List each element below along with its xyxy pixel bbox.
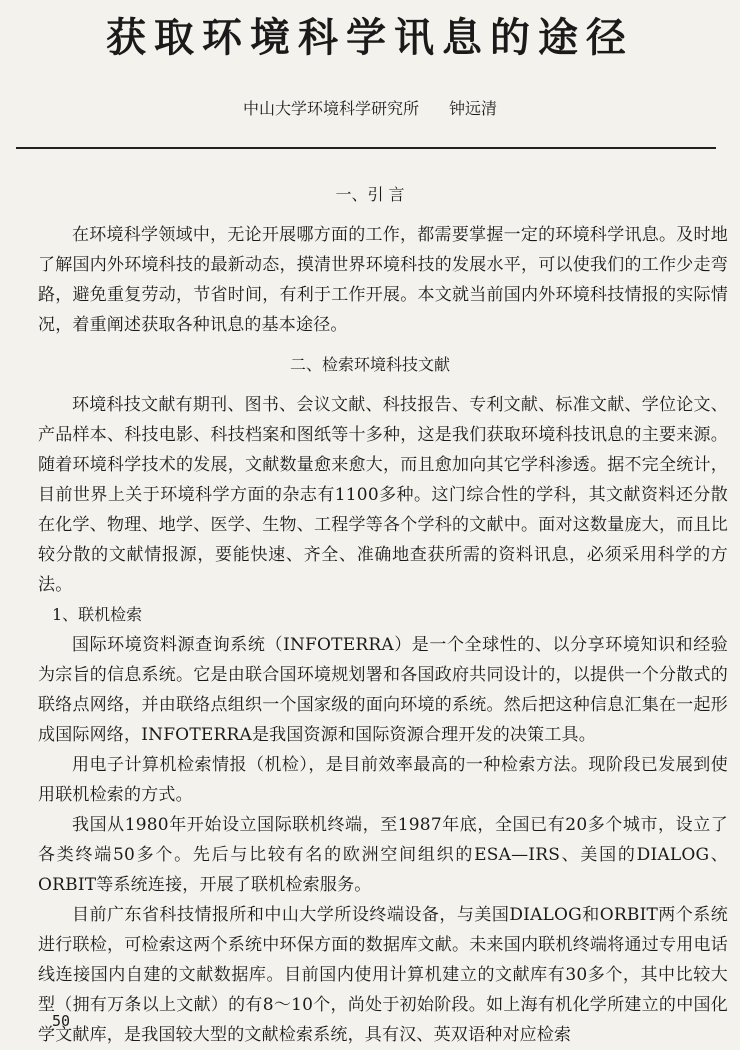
paragraph: 在环境科学领域中，无论开展哪方面的工作，都需要掌握一定的环境科学讯息。及时地了解国内外环境科技的最新动态，摸清世界环境科技的发展水平，可以使我们的工作少走弯路，避免重复劳动，节省时间，有利于工作开展。本文就当前国内外环境科技情报的实际情况，着重阐述获取各种讯息的基本途径。 bbox=[38, 225, 728, 335]
byline bbox=[180, 98, 560, 120]
paragraph: 用电子计算机检索情报（机检），是目前效率最高的一种检索方法。现阶段已发展到使用联机检索的方式。 bbox=[38, 755, 728, 805]
title-divider bbox=[16, 147, 716, 149]
subsection-heading-online-search: 1、联机检索 bbox=[52, 605, 143, 624]
section-heading-introduction: 一、引 言 bbox=[335, 185, 405, 204]
page-number: 50 bbox=[52, 1012, 71, 1030]
affiliation: 中山大学环境科学研究所 bbox=[242, 99, 419, 118]
section-introduction bbox=[38, 220, 728, 340]
paragraph: 环境科技文献有期刊、图书、会议文献、科技报告、专利文献、标准文献、学位论文、产品样本、科技电影、科技档案和图纸等十多种，这是我们获取环境科技讯息的主要来源。随着环境科学技术的发展，文献数量愈来愈大，而且愈加向其它学科渗透。据不完全统计，目前世界上关于环境科学方面的杂志有1100多种。这门综合性的学科，其文献资料还分散在化学、物理、地学、医学、生物、工程学等各个学科的文献中。面对这数量庞大，而且比较分散的文献情报源，要能快速、齐全、准确地查获所需的资料讯息，必须采用科学的方法。 bbox=[38, 395, 728, 595]
paragraph: 目前广东省科技情报所和中山大学所设终端设备，与美国DIALOG和ORBIT两个系统进行联检，可检索这两个系统中环保方面的数据库文献。未来国内联机终端将通过专用电话线连接国内自建的文献数据库。目前国内使用计算机建立的文献库有30多个，其中比较大型（拥有万条以上文献）的有8～10个，尚处于初始阶段。如上海有机化学所建立的中国化学文献库，是我国较大型的文献检索系统，具有汉、英双语种对应检索 bbox=[38, 905, 728, 1045]
author-name: 钟远清 bbox=[449, 99, 498, 118]
article-title: 获取环境科学讯息的途径 bbox=[106, 15, 634, 61]
paragraph: 国际环境资料源查询系统（INFOTERRA）是一个全球性的、以分享环境知识和经验为宗旨的信息系统。它是由联合国环境规划署和各国政府共同设计的，以提供一个分散式的联络点网络，并由联络点组织一个国家级的面向环境的系统。然后把这种信息汇集在一起形成国际网络，INFOTERRA是我国资源和国际资源合理开发的决策工具。 bbox=[38, 635, 728, 745]
section-literature-search bbox=[38, 390, 728, 1050]
paragraph: 我国从1980年开始设立国际联机终端，至1987年底，全国已有20多个城市，设立了各类终端50多个。先后与比较有名的欧洲空间组织的ESA—IRS、美国的DIALOG、ORBIT等系统连接，开展了联机检索服务。 bbox=[38, 815, 728, 895]
section-heading-literature-search: 二、检索环境科技文献 bbox=[289, 355, 450, 374]
